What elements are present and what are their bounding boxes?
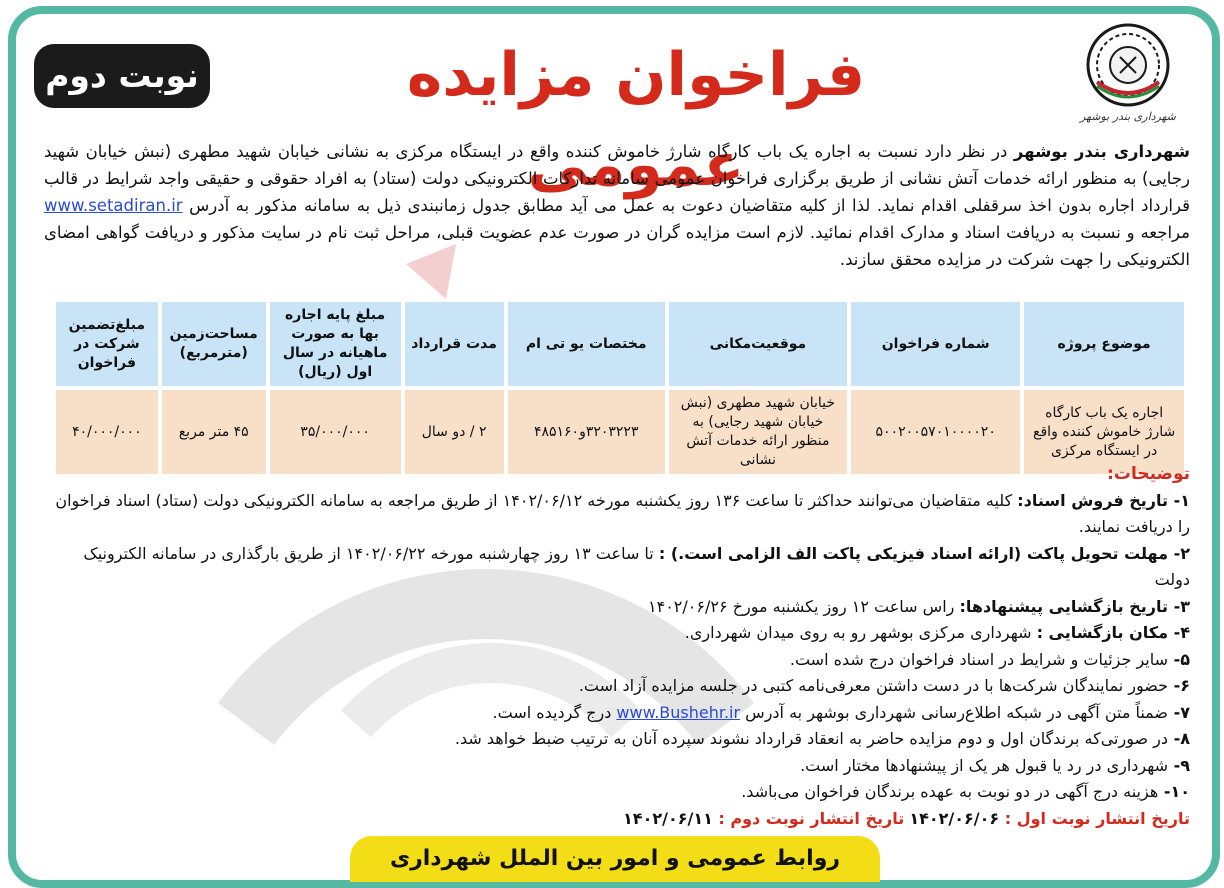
table-header-row: [56, 302, 1184, 386]
footer-banner: روابط عمومی و امور بین الملل شهرداری: [350, 836, 880, 882]
org-name: شهرداری بندر بوشهر: [1013, 142, 1191, 161]
col-utm: مختصات یو تی ام: [508, 302, 665, 386]
col-call-number: شماره فراخوان: [851, 302, 1020, 386]
col-location: موقعیت‌مکانی: [669, 302, 847, 386]
cell-utm: ۳۲۰۳۲۲۳و۴۸۵۱۶۰: [508, 390, 665, 474]
col-contract-duration: مدت قرارداد: [405, 302, 504, 386]
intro-text-b: مراجعه و نسبت به دریافت اسناد و مدارک اقدام نمائید. لازم است مزایده گران در صورت عدم عضویت قبلی، مراحل ثبت نام در سایت مذکور و دریافت گواهی امضای الکترونیکی را جهت شرکت در مزایده محقق سازند.: [44, 223, 1190, 269]
cell-land-area: ۴۵ متر مربع: [162, 390, 266, 474]
publish-date-1: ۱۴۰۲/۰۶/۰۶: [909, 808, 1000, 828]
notes-section: [44, 461, 1190, 832]
col-project-subject: موضوع پروژه: [1024, 302, 1184, 386]
publish-dates: [44, 806, 1190, 833]
note-item-3: ۳- تاریخ بازگشایی پیشنهادها: راس ساعت ۱۲ روز یکشنبه مورخ ۱۴۰۲/۰۶/۲۶: [648, 596, 1190, 616]
cell-contract-duration: ۲ / دو سال: [405, 390, 504, 474]
note-item-1: ۱- تاریخ فروش اسناد: کلیه متقاضیان می‌توانند حداکثر تا ساعت ۱۳۶ روز یکشنبه مورخه ۱۴۰۲/۰۶/۱۲ از طریق مراجعه به سامانه الکترونیکی دولت (ستاد) اسناد فراخوان را دریافت نمایند.: [55, 490, 1190, 536]
notes-title: توضیحات:: [1107, 464, 1190, 484]
col-base-rent: مبلغ پایه اجاره بها به صورت ماهیانه در سال اول (ریال): [270, 302, 401, 386]
emblem-icon: [1085, 22, 1171, 108]
bushehr-link[interactable]: www.Bushehr.ir: [616, 702, 741, 722]
note-item-2: ۲- مهلت تحویل پاکت (ارائه اسناد فیزیکی پاکت الف الزامی است.) : تا ساعت ۱۳ روز چهارشنبه مورخه ۱۴۰۲/۰۶/۲۲ از طریق بارگذاری در سامانه الکترونیک دولت: [83, 543, 1190, 589]
round-badge: نوبت دوم: [34, 44, 210, 108]
intro-paragraph: [44, 138, 1190, 273]
cell-base-rent: ۳۵/۰۰۰/۰۰۰: [270, 390, 401, 474]
note-item-6: ۶- حضور نمایندگان شرکت‌ها با در دست داشتن معرفی‌نامه کتبی در جلسه مزایده آزاد است.: [578, 676, 1190, 695]
logo-caption: شهرداری بندر بوشهر: [1080, 110, 1176, 123]
note-item-4: ۴- مکان بازگشایی : شهرداری مرکزی بوشهر رو به روی میدان شهرداری.: [684, 623, 1190, 642]
publish-label-1: تاریخ انتشار نوبت اول :: [999, 808, 1190, 828]
col-guarantee: مبلغ‌تضمین شرکت در فراخوان: [56, 302, 158, 386]
setadiran-link[interactable]: www.setadiran.ir: [44, 196, 183, 215]
cell-location: خیابان شهید مطهری (نبش خیابان شهید رجایی) به منظور ارائه خدمات آتش نشانی: [669, 390, 847, 474]
page-title: فراخوان مزایده عمومی: [406, 40, 866, 200]
intro-text-a: در نظر دارد نسبت به اجاره یک باب کارگاه شارژ خاموش کننده واقع در ایستگاه مرکزی به نشانی خیابان شهید مطهری (نبش خیابان شهید رجایی) به منظور ارائه خدمات آتش نشانی از طریق برگزاری فراخوان عمومی سامانه تدارکات الکترونیکی دولت (ستاد) به افراد حقوقی و حقیقی واجد شرایط در قالب قرارداد اجاره بدون اخذ سرقفلی اقدام نماید. لذا از کلیه متقاضیان دعوت به عمل می آید مطابق جدول زمانبندی ذیل به سامانه مذکور به آدرس: [44, 142, 1190, 215]
cell-guarantee: ۴۰/۰۰۰/۰۰۰: [56, 390, 158, 474]
note-item-5: ۵- سایر جزئیات و شرایط در اسناد فراخوان درج شده است.: [789, 649, 1190, 669]
cell-call-number: ۵۰۰۲۰۰۵۷۰۱۰۰۰۰۲۰: [851, 390, 1020, 474]
notice-frame: [8, 6, 1220, 888]
publish-label-2: تاریخ انتشار نوبت دوم :: [712, 808, 905, 828]
cell-project-subject: اجاره یک باب کارگاه شارژ خاموش کننده واقع در ایستگاه مرکزی: [1024, 390, 1184, 474]
publish-date-2: ۱۴۰۲/۰۶/۱۱: [623, 808, 713, 828]
note-item-8: ۸- در صورتی‌که برندگان اول و دوم مزایده حاضر به انعقاد قرارداد نشوند سپرده آنان به ترتیب ضبط خواهد شد.: [454, 729, 1190, 748]
project-table: [52, 298, 1188, 478]
note-item-9: ۹- شهرداری در رد یا قبول هر یک از پیشنهادها مختار است.: [800, 755, 1190, 775]
note-item-10: ۱۰- هزینه درج آگهی در دو نوبت به عهده برندگان فراخوان می‌باشد.: [741, 782, 1190, 801]
municipality-logo: [1068, 22, 1188, 137]
col-land-area: مساحت‌زمین (مترمربع): [162, 302, 266, 386]
note-item-7: ۷- ضمناً متن آگهی در شبکه اطلاع‌رسانی شهرداری بوشهر به آدرس www.Bushehr.ir درج گردیده است.: [492, 702, 1190, 722]
